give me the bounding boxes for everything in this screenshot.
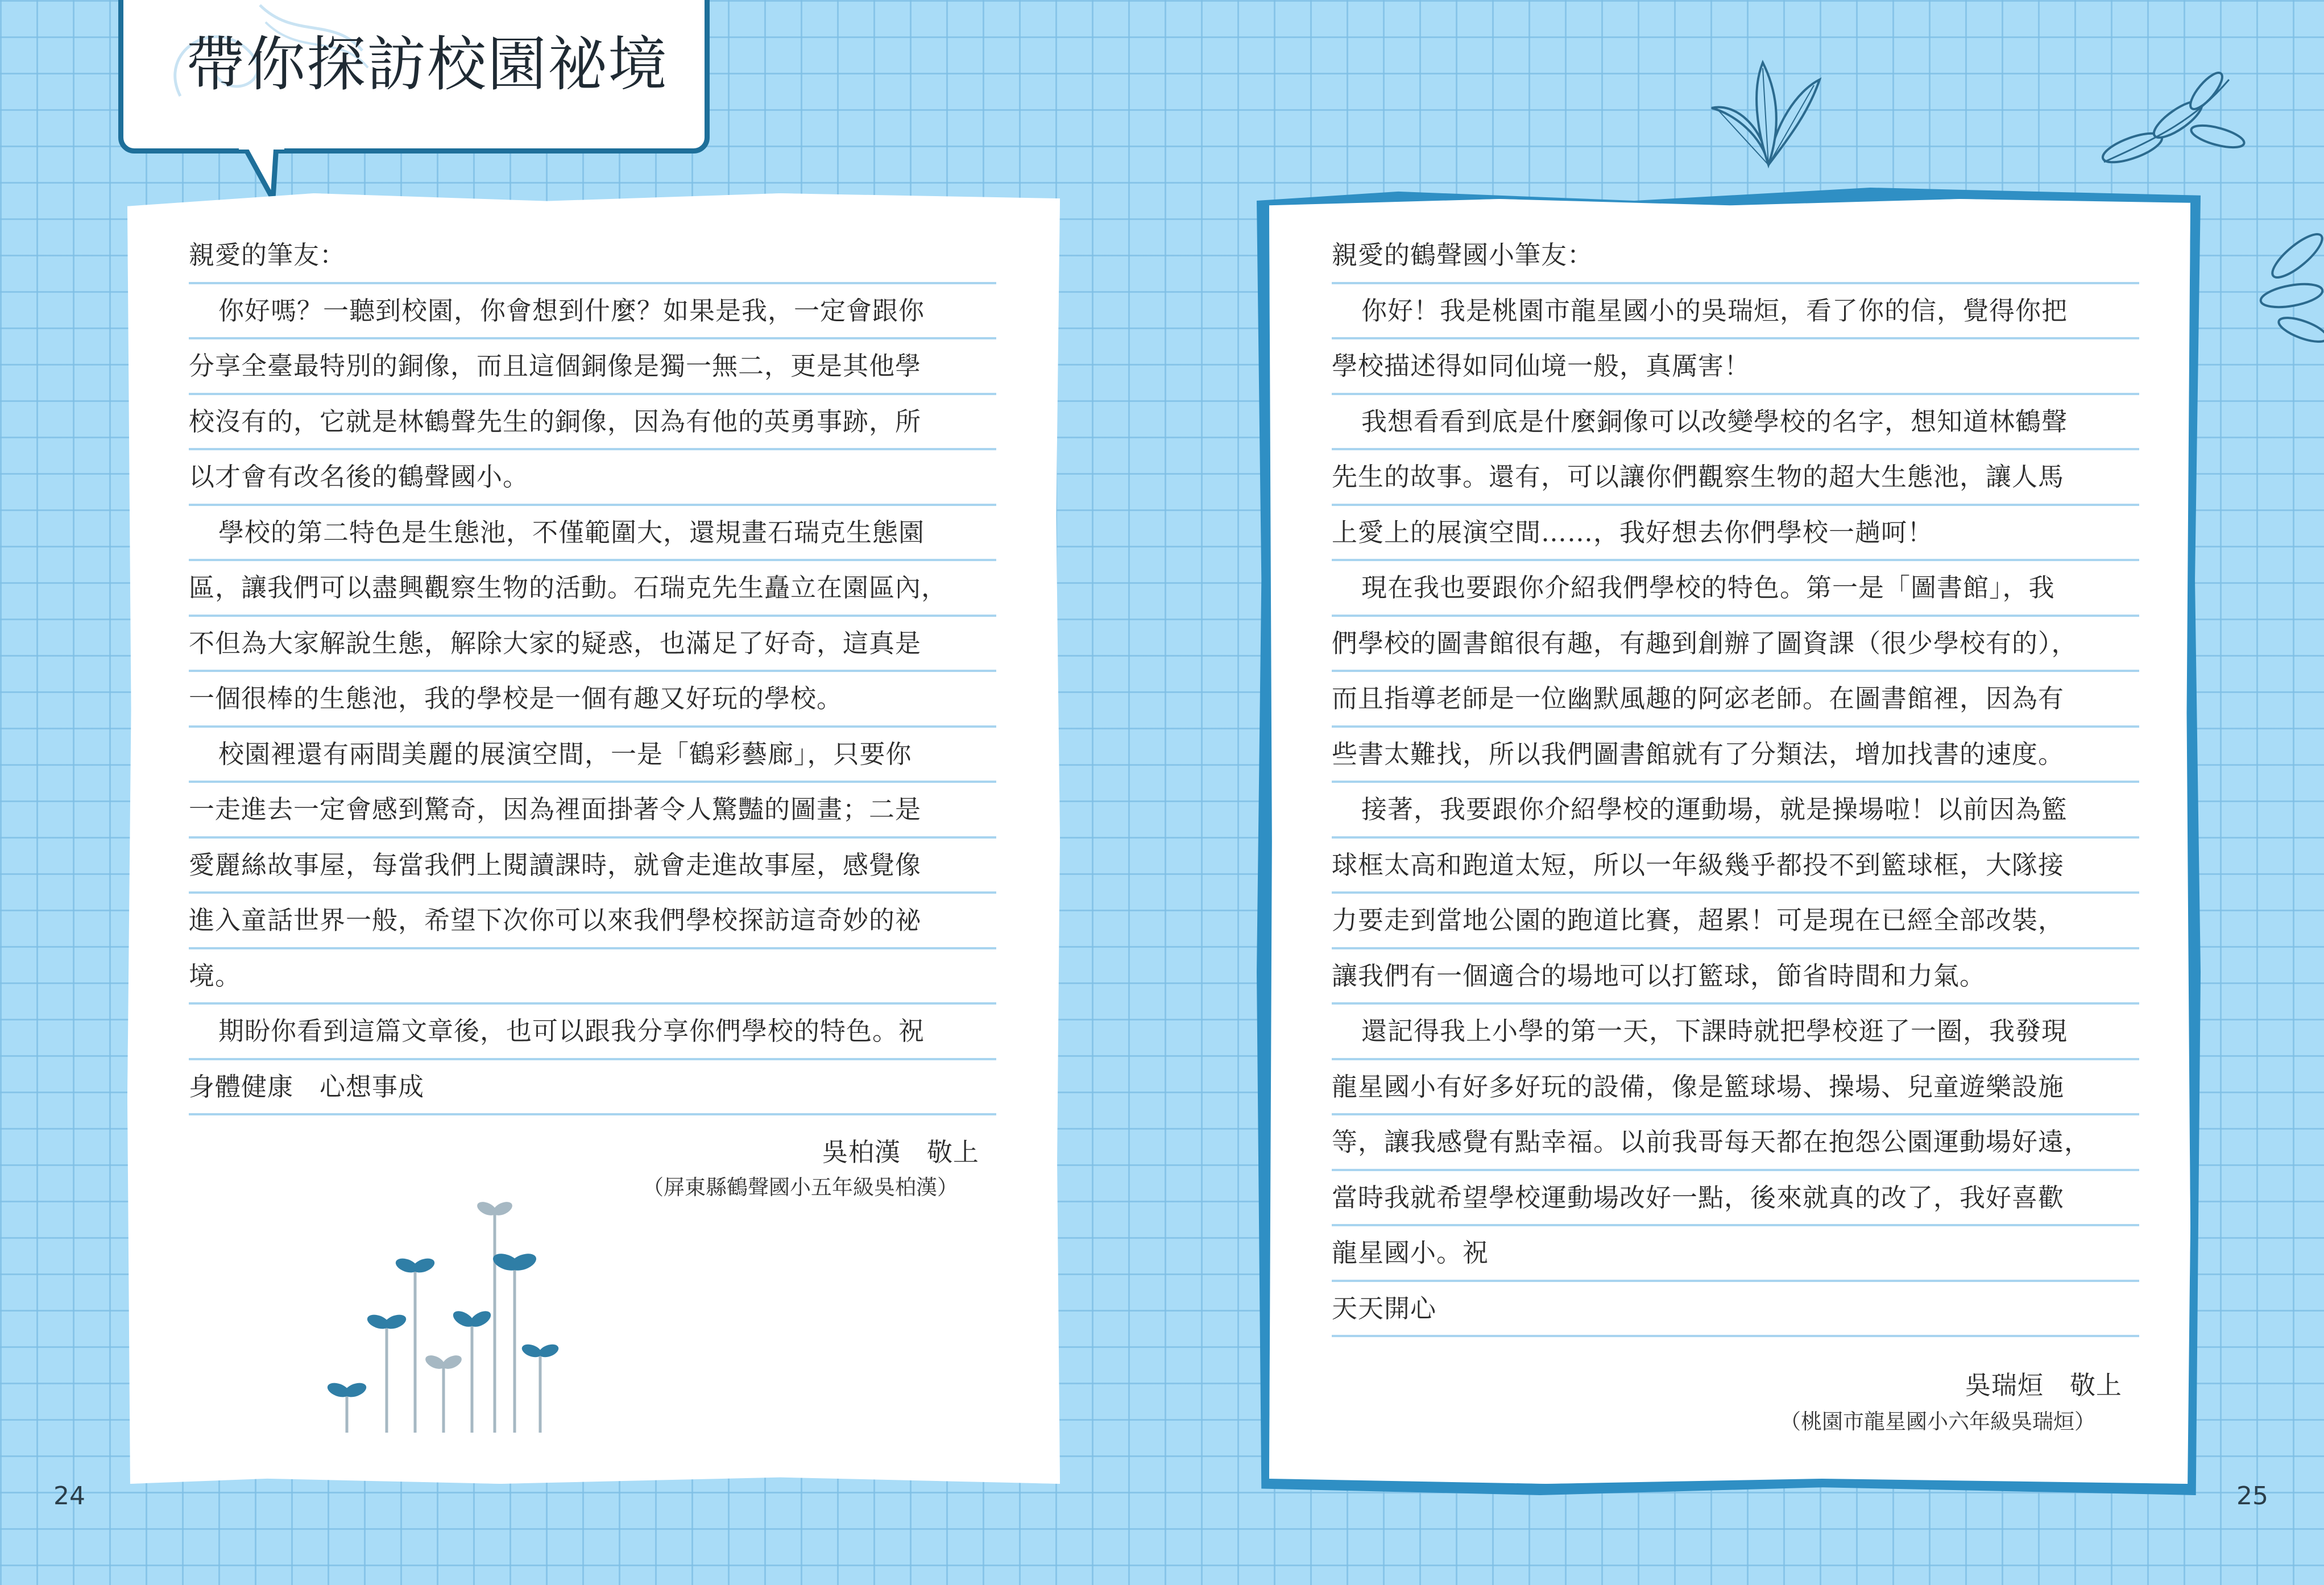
letter-line: 親愛的鶴聲國小筆友： bbox=[1332, 229, 2139, 284]
left-signature: 吳柏漢 敬上 bbox=[822, 1137, 980, 1167]
letter-line: 一個很棒的生態池，我的學校是一個有趣又好玩的學校。 bbox=[189, 672, 996, 728]
left-source: （屏東縣鶴聲國小五年級吳柏漢） bbox=[643, 1175, 958, 1200]
letter-line: 區，讓我們可以盡興觀察生物的活動。石瑞克先生矗立在園區內， bbox=[189, 561, 996, 617]
letter-line: 而且指導老師是一位幽默風趣的阿宓老師。在圖書館裡，因為有 bbox=[1332, 672, 2139, 728]
letter-line: 你好！我是桃園市龍星國小的吳瑞烜，看了你的信，覺得你把 bbox=[1332, 284, 2139, 340]
title-bubble bbox=[118, 0, 710, 153]
letter-line: 期盼你看到這篇文章後，也可以跟我分享你們學校的特色。祝 bbox=[189, 1005, 996, 1060]
page-number-right: 25 bbox=[2236, 1482, 2268, 1511]
right-signature: 吳瑞烜 敬上 bbox=[1965, 1370, 2123, 1400]
letter-line: 讓我們有一個適合的場地可以打籃球，節省時間和力氣。 bbox=[1332, 949, 2139, 1005]
bubble-tail bbox=[239, 145, 284, 202]
letter-line: 校沒有的，它就是林鶴聲先生的銅像，因為有他的英勇事跡，所 bbox=[189, 395, 996, 451]
letter-line: 等，讓我感覺有點幸福。以前我哥每天都在抱怨公園運動場好遠， bbox=[1332, 1115, 2139, 1171]
letter-line: 進入童話世界一般，希望下次你可以來我們學校探訪這奇妙的祕 bbox=[189, 894, 996, 949]
right-letter bbox=[1332, 229, 2139, 1337]
letter-line: 校園裡還有兩間美麗的展演空間，一是「鶴彩藝廊」，只要你 bbox=[189, 728, 996, 783]
letter-line: 身體健康 心想事成 bbox=[189, 1060, 996, 1116]
letter-line: 現在我也要跟你介紹我們學校的特色。第一是「圖書館」，我 bbox=[1332, 561, 2139, 617]
left-letter bbox=[189, 229, 996, 1115]
leaf-icon bbox=[2252, 222, 2324, 358]
letter-line: 不但為大家解說生態，解除大家的疑惑，也滿足了好奇，這真是 bbox=[189, 617, 996, 673]
letter-line: 當時我就希望學校運動場改好一點，後來就真的改了，我好喜歡 bbox=[1332, 1171, 2139, 1227]
letter-line: 親愛的筆友： bbox=[189, 229, 996, 284]
letter-line: 先生的故事。還有，可以讓你們觀察生物的超大生態池，讓人馬 bbox=[1332, 450, 2139, 506]
letter-line: 球框太高和跑道太短，所以一年級幾乎都投不到籃球框，大隊接 bbox=[1332, 839, 2139, 894]
letter-line: 分享全臺最特別的銅像，而且這個銅像是獨一無二，更是其他學 bbox=[189, 339, 996, 395]
letter-line: 你好嗎？一聽到校園，你會想到什麼？如果是我，一定會跟你 bbox=[189, 284, 996, 340]
leaf-icon bbox=[1700, 57, 1837, 171]
letter-line: 接著，我要跟你介紹學校的運動場，就是操場啦！以前因為籃 bbox=[1332, 783, 2139, 839]
letter-line: 學校的第二特色是生態池，不僅範圍大，還規畫石瑞克生態園 bbox=[189, 506, 996, 562]
letter-line: 境。 bbox=[189, 949, 996, 1005]
letter-line: 我想看看到底是什麼銅像可以改變學校的名字，想知道林鶴聲 bbox=[1332, 395, 2139, 451]
page-number-left: 24 bbox=[53, 1482, 85, 1511]
letter-line: 學校描述得如同仙境一般，真厲害！ bbox=[1332, 339, 2139, 395]
letter-line: 上愛上的展演空間……，我好想去你們學校一趟呵！ bbox=[1332, 506, 2139, 562]
letter-line: 龍星國小有好多好玩的設備，像是籃球場、操場、兒童遊樂設施 bbox=[1332, 1060, 2139, 1116]
letter-line: 龍星國小。祝 bbox=[1332, 1226, 2139, 1282]
letter-line: 些書太難找，所以我們圖書館就有了分類法，增加找書的速度。 bbox=[1332, 728, 2139, 783]
letter-line: 一走進去一定會感到驚奇，因為裡面掛著令人驚豔的圖畫；二是 bbox=[189, 783, 996, 839]
letter-line: 愛麗絲故事屋，每當我們上閱讀課時，就會走進故事屋，感覺像 bbox=[189, 839, 996, 894]
page-title: 帶你探訪校園祕境 bbox=[186, 30, 669, 99]
letter-line: 以才會有改名後的鶴聲國小。 bbox=[189, 450, 996, 506]
letter-line: 還記得我上小學的第一天，下課時就把學校逛了一圈，我發現 bbox=[1332, 1005, 2139, 1060]
sprouts-illustration bbox=[318, 1182, 580, 1455]
leaf-icon bbox=[2093, 68, 2252, 171]
right-source: （桃園市龍星國小六年級吳瑞烜） bbox=[1780, 1409, 2095, 1434]
letter-line: 天天開心 bbox=[1332, 1282, 2139, 1338]
letter-line: 力要走到當地公園的跑道比賽，超累！可是現在已經全部改裝， bbox=[1332, 894, 2139, 949]
letter-line: 們學校的圖書館很有趣，有趣到創辦了圖資課（很少學校有的）， bbox=[1332, 617, 2139, 673]
